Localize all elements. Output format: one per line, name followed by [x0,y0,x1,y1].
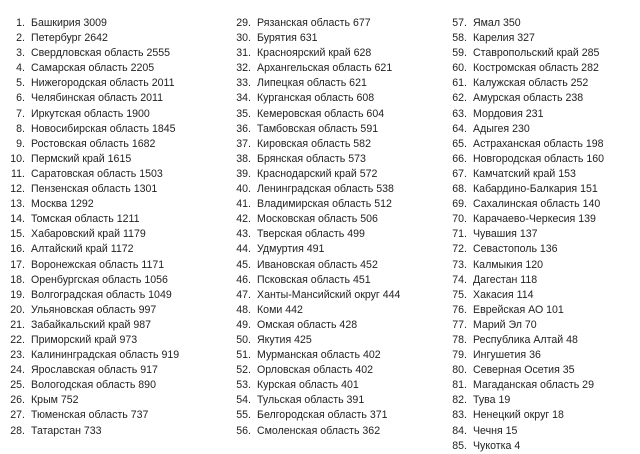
list-item [232,152,400,167]
item-number: 71. [452,228,467,241]
item-text: Ростовская область 1682 [31,137,156,150]
item-text: Марий Эл 70 [473,318,537,331]
item-text: Пермский край 1615 [31,152,132,165]
list-item [448,76,604,91]
item-number: 84. [452,424,467,437]
item-text: Иркутская область 1900 [31,107,150,120]
list-item [6,212,179,227]
item-number: 74. [452,273,467,286]
item-number: 37. [236,137,251,150]
item-number: 13. [10,198,25,211]
item-number: 32. [236,62,251,75]
item-text: Ивановская область 452 [257,258,378,271]
list-item [6,107,179,122]
item-text: Свердловская область 2555 [31,47,171,60]
list-item [448,303,604,318]
item-number: 1. [16,17,25,29]
item-text: Оренбургская область 1056 [31,273,168,286]
list-item [448,46,604,61]
item-text: Москва 1292 [31,198,94,211]
item-number: 29. [236,17,251,29]
item-text: Белгородская область 371 [257,409,388,422]
item-text: Бурятия 631 [257,32,318,45]
list-item [6,258,179,273]
list-item [6,137,179,152]
item-text: Ненецкий округ 18 [473,409,564,422]
item-text: Тюменская область 737 [31,409,149,422]
item-text: Саратовская область 1503 [31,167,163,180]
item-text: Карачаево-Черкесия 139 [473,213,596,226]
item-number: 68. [452,183,467,196]
item-text: Тамбовская область 591 [257,122,379,135]
item-number: 38. [236,152,251,165]
list-item [232,61,400,76]
item-text: Калининградская область 919 [31,349,180,362]
list-item [448,393,604,408]
item-text: Хакасия 114 [473,288,534,301]
item-text: Чукотка 4 [473,439,521,452]
item-number: 64. [452,122,467,135]
item-text: Петербург 2642 [31,32,108,45]
list-item [448,363,604,378]
item-text: Камчатский край 153 [473,167,576,180]
list-item [232,288,400,303]
item-text: Калужская область 252 [473,77,589,90]
list-item [448,424,604,439]
list-item [448,16,604,31]
list-item [232,318,400,333]
item-text: Татарстан 733 [31,424,102,437]
list-item [232,348,400,363]
list-column-3 [448,16,604,454]
list-item [448,333,604,348]
item-number: 26. [10,394,25,407]
list-item [6,152,179,167]
item-text: Ямал 350 [473,17,521,29]
item-number: 4. [16,62,25,75]
list-item [232,424,400,439]
item-number: 76. [452,303,467,316]
item-text: Томская область 1211 [31,213,140,226]
list-item [448,227,604,242]
item-number: 21. [10,318,25,331]
item-number: 77. [452,318,467,331]
list-item [6,408,179,423]
list-item [6,46,179,61]
list-item [6,122,179,137]
list-item [232,408,400,423]
item-number: 24. [10,364,25,377]
item-text: Кабардино-Балкария 151 [473,183,598,196]
item-number: 43. [236,228,251,241]
list-item [6,303,179,318]
list-item [6,273,179,288]
item-text: Тува 19 [473,394,511,407]
item-number: 34. [236,92,251,105]
item-number: 6. [16,92,25,105]
item-number: 27. [10,409,25,422]
item-text: Нижегородская область 2011 [31,77,175,90]
item-number: 81. [452,379,467,392]
list-item [232,91,400,106]
list-item [232,31,400,46]
item-number: 79. [452,349,467,362]
list-item [232,197,400,212]
item-text: Чечня 15 [473,424,518,437]
item-text: Карелия 327 [473,32,535,45]
item-number: 12. [10,183,25,196]
item-text: Челябинская область 2011 [31,92,164,105]
item-text: Крым 752 [31,394,79,407]
item-text: Курская область 401 [257,379,359,392]
list-item [448,91,604,106]
item-text: Амурская область 238 [473,92,584,105]
list-item [6,424,179,439]
list-column-2 [232,16,400,439]
item-number: 83. [452,409,467,422]
item-number: 10. [10,152,25,165]
item-number: 75. [452,288,467,301]
item-text: Республика Алтай 48 [473,333,578,346]
list-item [6,16,179,31]
list-item [448,242,604,257]
item-number: 7. [16,107,25,120]
list-item [232,258,400,273]
list-item [6,197,179,212]
item-text: Ульяновская область 997 [31,303,157,316]
item-number: 78. [452,333,467,346]
item-number: 85. [452,439,467,452]
item-text: Алтайский край 1172 [31,243,134,256]
list-item [232,393,400,408]
list-item [232,212,400,227]
item-number: 28. [10,424,25,437]
item-text: Ставропольский край 285 [473,47,600,60]
item-number: 35. [236,107,251,120]
list-item [6,393,179,408]
list-item [448,197,604,212]
item-number: 52. [236,364,251,377]
list-item [6,242,179,257]
item-number: 47. [236,288,251,301]
item-text: Вологодская область 890 [31,379,156,392]
list-item [6,31,179,46]
list-column-1 [6,16,179,439]
list-item [6,348,179,363]
list-item [6,378,179,393]
item-text: Северная Осетия 35 [473,364,575,377]
item-number: 59. [452,47,467,60]
list-item [6,227,179,242]
item-text: Хабаровский край 1179 [31,228,146,241]
list-item [232,137,400,152]
item-number: 49. [236,318,251,331]
item-number: 45. [236,258,251,271]
item-text: Самарская область 2205 [31,62,155,75]
list-item [448,258,604,273]
list-item [232,303,400,318]
list-item [232,46,400,61]
item-text: Еврейская АО 101 [473,303,564,316]
list-item [448,348,604,363]
item-number: 44. [236,243,251,256]
item-text: Мордовия 231 [473,107,544,120]
item-number: 60. [452,62,467,75]
list-item [448,61,604,76]
item-text: Ярославская область 917 [31,364,158,377]
item-text: Ханты-Мансийский округ 444 [257,288,401,301]
item-number: 22. [10,333,25,346]
list-item [232,363,400,378]
item-text: Владимирская область 512 [257,198,392,211]
list-item [448,152,604,167]
item-number: 2. [16,32,25,45]
item-text: Забайкальский край 987 [31,318,152,331]
item-text: Адыгея 230 [473,122,530,135]
item-text: Тульская область 391 [257,394,365,407]
item-number: 53. [236,379,251,392]
list-item [448,212,604,227]
item-text: Калмыкия 120 [473,258,544,271]
item-text: Тверская область 499 [257,228,365,241]
item-text: Приморский край 973 [31,333,138,346]
item-number: 63. [452,107,467,120]
item-number: 46. [236,273,251,286]
item-text: Новосибирская область 1845 [31,122,176,135]
list-item [232,107,400,122]
item-number: 18. [10,273,25,286]
item-text: Мурманская область 402 [257,349,381,362]
item-text: Курганская область 608 [257,92,375,105]
list-item [448,288,604,303]
item-number: 16. [10,243,25,256]
list-item [448,273,604,288]
list-item [6,363,179,378]
item-number: 11. [11,167,25,180]
item-number: 14. [10,213,25,226]
item-text: Красноярский край 628 [257,47,372,60]
item-text: Рязанская область 677 [257,17,371,29]
list-item [232,167,400,182]
item-number: 66. [452,152,467,165]
item-text: Астраханская область 198 [473,137,604,150]
item-number: 57. [452,17,467,29]
item-number: 17. [10,258,25,271]
item-text: Башкирия 3009 [31,17,107,29]
item-text: Костромская область 282 [473,62,599,75]
item-text: Кемеровская область 604 [257,107,385,120]
item-number: 31. [236,47,251,60]
list-item [448,378,604,393]
item-number: 82. [452,394,467,407]
item-text: Новгородская область 160 [473,152,605,165]
item-number: 5. [16,77,25,90]
list-item [6,318,179,333]
list-item [448,137,604,152]
item-number: 42. [236,213,251,226]
item-text: Смоленская область 362 [257,424,381,437]
list-item [232,227,400,242]
list-item [448,318,604,333]
item-text: Якутия 425 [257,333,312,346]
item-number: 8. [16,122,25,135]
list-item [232,76,400,91]
item-number: 23. [10,349,25,362]
item-number: 33. [236,77,251,90]
item-number: 15. [10,228,25,241]
item-text: Чувашия 137 [473,228,538,241]
item-text: Пензенская область 1301 [31,183,158,196]
item-text: Дагестан 118 [473,273,538,286]
item-text: Псковская область 451 [257,273,371,286]
list-item [6,91,179,106]
item-number: 19. [10,288,25,301]
item-number: 55. [236,409,251,422]
item-number: 73. [452,258,467,271]
item-text: Магаданская область 29 [473,379,594,392]
list-item [232,16,400,31]
item-number: 70. [452,213,467,226]
item-number: 50. [236,333,251,346]
item-number: 61. [452,77,467,90]
item-number: 36. [236,122,251,135]
list-item [448,439,604,454]
item-text: Липецкая область 621 [257,77,367,90]
list-item [6,76,179,91]
item-number: 69. [452,198,467,211]
item-number: 9. [16,137,25,150]
list-item [448,122,604,137]
list-item [232,378,400,393]
list-item [6,61,179,76]
item-text: Брянская область 573 [257,152,366,165]
item-text: Сахалинская область 140 [473,198,601,211]
list-item [232,122,400,137]
list-item [448,31,604,46]
item-number: 56. [236,424,251,437]
item-number: 48. [236,303,251,316]
item-number: 67. [452,167,467,180]
item-number: 20. [10,303,25,316]
item-number: 72. [452,243,467,256]
item-text: Кировская область 582 [257,137,371,150]
list-item [448,408,604,423]
list-item [6,182,179,197]
item-number: 58. [452,32,467,45]
item-text: Ингушетия 36 [473,349,541,362]
item-text: Удмуртия 491 [257,243,325,256]
item-number: 54. [236,394,251,407]
list-item [6,167,179,182]
item-text: Коми 442 [257,303,303,316]
item-text: Архангельская область 621 [257,62,393,75]
list-item [232,333,400,348]
item-number: 25. [10,379,25,392]
item-text: Краснодарский край 572 [257,167,378,180]
item-number: 65. [452,137,467,150]
list-item [6,288,179,303]
item-number: 3. [16,47,25,60]
item-number: 62. [452,92,467,105]
item-number: 39. [236,167,251,180]
list-item [232,242,400,257]
item-text: Севастополь 136 [473,243,558,256]
item-number: 51. [236,349,251,362]
item-text: Воронежская область 1171 [31,258,165,271]
item-text: Московская область 506 [257,213,378,226]
item-number: 30. [236,32,251,45]
item-number: 80. [452,364,467,377]
list-item [448,167,604,182]
list-item [448,182,604,197]
item-text: Орловская область 402 [257,364,374,377]
list-item [6,333,179,348]
list-item [232,273,400,288]
item-number: 41. [236,198,251,211]
list-item [232,182,400,197]
item-text: Омская область 428 [257,318,358,331]
item-text: Ленинградская область 538 [257,183,394,196]
item-number: 40. [236,183,251,196]
list-item [448,107,604,122]
item-text: Волгоградская область 1049 [31,288,172,301]
